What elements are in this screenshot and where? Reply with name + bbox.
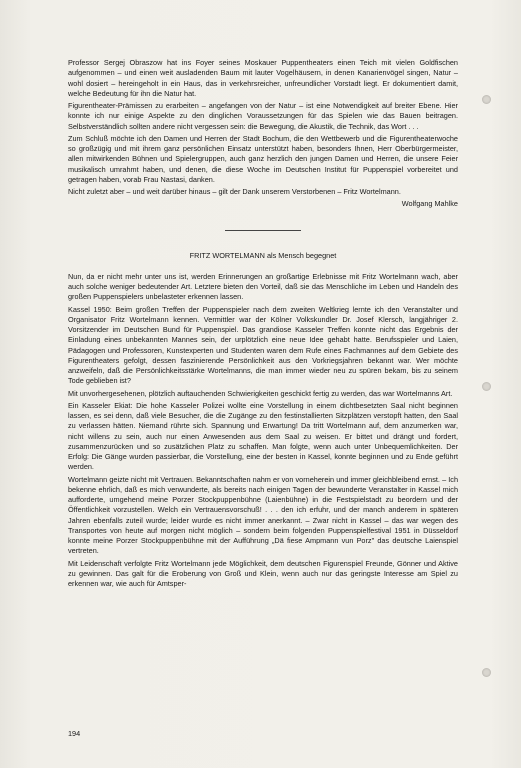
binding-hole-mark	[482, 668, 491, 677]
paragraph: Zum Schluß möchte ich den Damen und Herren der Stadt Bochum, die den Wettbewerb und die Figurentheaterwoche so großzügig und mit ihrem ganz persönlichen Einsatz unterstützt haben, besonders Ihnen, Herr Oberbürgermeister, allen mitwirkenden Bühnen und Spielergruppen, auch ganz herzlich den jungen Damen und Herren, die unsere Feier musikalisch umrahmt haben, und denen, die diese Woche im Deutschen Institut für Puppenspiel vorbereitet und getragen haben, vorab Frau Nastasi, danken.	[68, 133, 458, 184]
paragraph: Mit Leidenschaft verfolgte Fritz Wortelmann jede Möglichkeit, dem deutschen Figurenspiel Freunde, Gönner und Aktive zu gewinnen. Das galt für die Eroberung von Groß und Klein, wenn auch nur das geringste Interesse am Spiel zu erkennen war, wie auch für Amtsper-	[68, 558, 458, 588]
binding-hole-mark	[482, 382, 491, 391]
section-divider	[225, 230, 301, 231]
paragraph: Ein Kasseler Ekiat: Die hohe Kasseler Polizei wollte eine Vorstellung in einem dichtbesetzten Saal nicht beginnen lassen, es sei denn, daß viele Besucher, die die Zugänge zu den festinstallierten Sitzplätzen verstopft hatten, den Saal zu verlassen hätten. Niemand rührte sich. Spannung und Erwartung! Da tritt Wortelmann auf, dem anzumerken war, nicht willens zu sein, auch nur einen Anwesenden aus dem Saal zu weisen. Er bittet und drängt und fordert, zusammenzurücken und so zusätzlichen Platz zu schaffen. Man folgte, wenn auch unter Unbequemlichkeiten. Der Erfolg: Die Gänge wurden passierbar, die Vorstellung, eine der besten in Kassel, konnte beginnen und zu Ende geführt werden.	[68, 400, 458, 472]
paragraph: Mit unvorhergesehenen, plötzlich auftauchenden Schwierigkeiten geschickt fertig zu werden, das war Wortelmanns Art.	[68, 388, 453, 398]
paragraph: Figurentheater-Prämissen zu erarbeiten – angefangen von der Natur – ist eine Notwendigkeit auf breiter Ebene. Hier konnte ich nur einige Aspekte zu den dinglichen Voraussetzungen für das Spielen wie das Bauen beitragen. Selbstverständlich sollten andere nicht vergessen sein: die Bewegung, die Akustik, die Technik, das Wort . . .	[68, 101, 458, 131]
text-column	[68, 58, 458, 591]
author-signature: Wolfgang Mahlke	[401, 199, 458, 209]
page-number: 194	[68, 729, 81, 738]
section-heading: FRITZ WORTELMANN als Mensch begegnet	[189, 250, 337, 260]
binding-hole-mark	[482, 95, 491, 104]
paragraph: Kassel 1950: Beim großen Treffen der Puppenspieler nach dem zweiten Weltkrieg lernte ich den Veranstalter und Organisator Fritz Wortelmann kennen. Vermittler war der Kölner Volkskundler Dr. Josef Klersch, langjähriger 2. Vorsitzender im Deutschen Bund für Puppenspiel. Das grandiose Kasseler Treffen konnte nicht das Ergebnis der Einladung eines unbekannten Mannes sein, der urplötzlich eine neue Idee gehabt hatte. Berufsspieler und Laien, Pädagogen und Professoren, Kunstexperten und Studenten waren dem Rufe eines Fachmannes auf dem Gebiete des Figurentheaters gefolgt, dessen faszinierende Persönlichkeit aus den Vorkriegsjahren bekannt war. Wer möchte anzweifeln, daß die Persönlichkeitsstärke Wortelmanns, die man immer wieder neu zu spüren bekam, bis zu seinem Tode geblieben ist?	[68, 304, 458, 386]
paragraph: Nicht zuletzt aber – und weit darüber hinaus – gilt der Dank unserem Verstorbenen – Fritz Wortelmann.	[68, 187, 401, 196]
paragraph: Wortelmann geizte nicht mit Vertrauen. Bekanntschaften nahm er von vorneherein und immer gleichbleibend ernst. – Ich bekenne ehrlich, daß es mich verwunderte, als bereits nach einigen Tagen der bewunderte Veranstalter in Kassel mich aufforderte, umgehend meine Porzer Stockpuppenbühne (Laienbühne) in die Festspielstadt zu beordern und der Öffentlichkeit vorzustellen. Welch ein Vertrauensvorschuß! . . . den ich erfuhr, und der manch anderem in späteren Jahren ebenfalls zuteil wurde; leider wurde es nicht immer anerkannt. – Zwar nicht in Kassel – das war wegen des Transportes von heute auf morgen nicht möglich – sondern beim folgenden Puppenspielfestival 1951 in Düsseldorf konnte meine Porzer Stockpuppenbühne mit der Aufführung „Dä fiese Ampmann vun Porz" das deutsche Laienspiel vertreten.	[68, 474, 458, 556]
paragraph: Nun, da er nicht mehr unter uns ist, werden Erinnerungen an großartige Erlebnisse mit Fritz Wortelmann wach, aber auch solche weniger bedeutender Art. Letztere bieten den Vorteil, daß sie das Menschliche im Leben und Handeln des großen Puppenspielers unbelasteter erkennen lassen.	[68, 271, 458, 302]
paragraph: Professor Sergej Obraszow hat ins Foyer seines Moskauer Puppentheaters einen Teich mit vielen Goldfischen aufgenommen – und einen weit ausladenden Baum mit lauter Vogelhäusern, in denen Kanarienvögel singen, Natur – wohl dosiert – hereingeholt in ein Haus, das in verkehrsreicher, unfreundlicher Vorstadt liegt. Er dokumentiert damit, welche Bedeutung für ihn die Natur hat.	[68, 58, 458, 98]
